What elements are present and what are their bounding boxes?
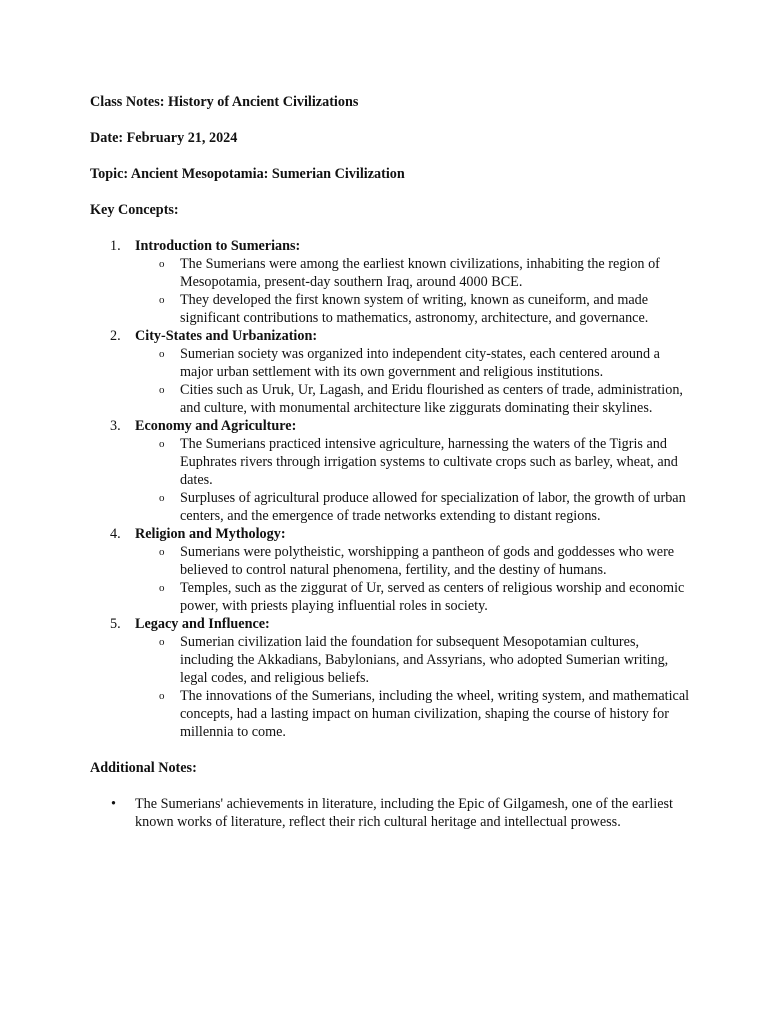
concept-title: City-States and Urbanization: [135, 328, 318, 344]
concept-point-text: Cities such as Uruk, Ur, Lagash, and Eridu flourished as centers of trade, administration, and culture, with monumental architecture like ziggurats dominating their skylines. [180, 382, 683, 416]
hollow-circle-bullet-icon: o [159, 636, 165, 648]
concept-point-text: The Sumerians practiced intensive agriculture, harnessing the waters of the Tigris and Euphrates rivers through irrigation systems to cultivate crops such as barley, wheat, and dates. [180, 436, 678, 488]
concept-point [135, 381, 690, 417]
concept-point-text: The innovations of the Sumerians, including the wheel, writing system, and mathematical concepts, had a lasting impact on human civilization, shaping the course of history for millennia to come. [180, 688, 690, 740]
key-concepts-heading: Key Concepts: [90, 202, 179, 218]
hollow-circle-bullet-icon: o [159, 294, 165, 306]
hollow-circle-bullet-icon: o [159, 384, 165, 396]
concept-points [135, 633, 690, 741]
concept-point [135, 543, 690, 579]
concept-point-text: Sumerian society was organized into independent city-states, each centered around a major urban settlement with its own government and religious institutions. [180, 346, 660, 380]
concept-point [135, 633, 690, 687]
additional-notes-heading: Additional Notes: [90, 760, 197, 776]
concept-item [90, 417, 690, 525]
concept-point [135, 345, 690, 381]
concept-title: Introduction to Sumerians: [135, 238, 301, 254]
concept-item [90, 327, 690, 417]
concept-item [90, 615, 690, 741]
hollow-circle-bullet-icon: o [159, 492, 165, 504]
concept-number: 3. [110, 418, 121, 434]
document-title: Class Notes: History of Ancient Civilizations [90, 94, 359, 110]
concept-point [135, 291, 690, 327]
concept-point [135, 687, 690, 741]
concept-point [135, 435, 690, 489]
filled-bullet-icon: • [111, 796, 116, 812]
concept-point-text: They developed the first known system of writing, known as cuneiform, and made significant contributions to mathematics, astronomy, architecture, and governance. [180, 292, 649, 326]
document-topic: Topic: Ancient Mesopotamia: Sumerian Civilization [90, 166, 405, 182]
concept-point-text: The Sumerians were among the earliest known civilizations, inhabiting the region of Mesopotamia, present-day southern Iraq, around 4000 BCE. [180, 256, 660, 290]
concept-number: 4. [110, 526, 121, 542]
key-concepts-list [90, 237, 690, 741]
concept-title: Religion and Mythology: [135, 526, 286, 542]
concept-number: 1. [110, 238, 121, 254]
concept-point-text: Sumerians were polytheistic, worshipping a pantheon of gods and goddesses who were believed to control natural phenomena, fertility, and the destiny of humans. [180, 544, 675, 578]
concept-number: 5. [110, 616, 121, 632]
hollow-circle-bullet-icon: o [159, 582, 165, 594]
concept-points [135, 255, 690, 327]
concept-point [135, 489, 690, 525]
hollow-circle-bullet-icon: o [159, 438, 165, 450]
concept-title: Economy and Agriculture: [135, 418, 297, 434]
additional-notes-list [90, 795, 690, 831]
concept-item [90, 237, 690, 327]
concept-points [135, 435, 690, 525]
hollow-circle-bullet-icon: o [159, 690, 165, 702]
concept-point [135, 255, 690, 291]
hollow-circle-bullet-icon: o [159, 348, 165, 360]
document-page [90, 93, 690, 831]
concept-point [135, 579, 690, 615]
document-date: Date: February 21, 2024 [90, 130, 238, 146]
concept-point-text: Surpluses of agricultural produce allowed for specialization of labor, the growth of urban centers, and the emergence of trade networks extending to distant regions. [180, 490, 686, 524]
concept-points [135, 543, 690, 615]
concept-points [135, 345, 690, 417]
concept-title: Legacy and Influence: [135, 616, 270, 632]
concept-point-text: Sumerian civilization laid the foundation for subsequent Mesopotamian cultures, including the Akkadians, Babylonians, and Assyrians, who adopted Sumerian writing, legal codes, and religious beliefs. [180, 634, 669, 686]
hollow-circle-bullet-icon: o [159, 258, 165, 270]
additional-note-text: The Sumerians' achievements in literature, including the Epic of Gilgamesh, one of the earliest known works of literature, reflect their rich cultural heritage and intellectual prowess. [135, 796, 673, 830]
additional-note-item [90, 795, 690, 831]
concept-number: 2. [110, 328, 121, 344]
hollow-circle-bullet-icon: o [159, 546, 165, 558]
concept-item [90, 525, 690, 615]
concept-point-text: Temples, such as the ziggurat of Ur, served as centers of religious worship and economic power, with priests playing influential roles in society. [180, 580, 685, 614]
